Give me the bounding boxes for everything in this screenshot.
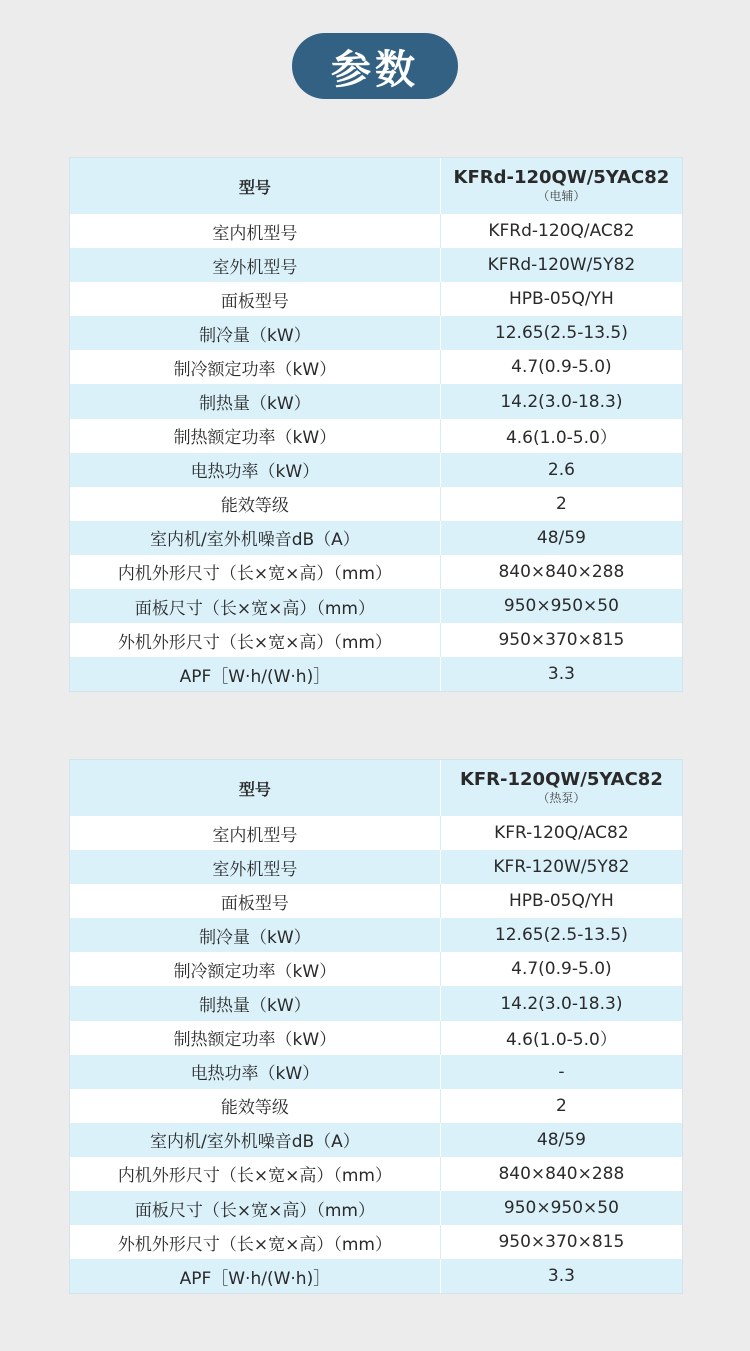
table-header-row — [70, 760, 682, 816]
row-value: 950×370×815 — [498, 1232, 625, 1253]
row-value: 4.7(0.9-5.0) — [511, 357, 612, 378]
table-body — [70, 214, 682, 691]
row-value: KFRd-120Q/AC82 — [488, 221, 635, 242]
header-model-cell — [441, 158, 682, 214]
table-row — [70, 589, 682, 623]
table-row — [70, 1089, 682, 1123]
row-value: 14.2(3.0-18.3) — [500, 993, 623, 1014]
table-row — [70, 487, 682, 521]
row-value: 4.6(1.0-5.0） — [505, 428, 617, 449]
header-model-note: （热泵） — [537, 791, 586, 806]
table-row — [70, 521, 682, 555]
table-row — [70, 384, 682, 418]
row-label: 制冷额定功率（kW） — [70, 350, 441, 384]
row-label: 制冷量（kW） — [70, 316, 441, 350]
table-row — [70, 214, 682, 248]
row-value: 950×370×815 — [498, 630, 625, 651]
row-label: 室内机/室外机噪音dB（A） — [70, 521, 441, 555]
row-value: - — [558, 1061, 565, 1082]
row-label: 制热额定功率（kW） — [70, 419, 441, 453]
row-value: 2 — [555, 493, 567, 514]
row-label: 电热功率（kW） — [70, 1055, 441, 1089]
table-row — [70, 316, 682, 350]
row-value: 48/59 — [536, 527, 586, 548]
table-row — [70, 657, 682, 691]
table-row — [70, 1225, 682, 1259]
table-row — [70, 918, 682, 952]
row-label: 能效等级 — [70, 487, 441, 521]
header-model-cell — [441, 760, 682, 816]
row-label: 外机外形尺寸（长×宽×高）（mm） — [70, 623, 441, 657]
row-value: HPB-05Q/YH — [509, 891, 614, 912]
row-label: APF［W·h/(W·h)］ — [70, 1259, 441, 1293]
row-label: 室内机/室外机噪音dB（A） — [70, 1123, 441, 1157]
table-row — [70, 1191, 682, 1225]
table-row — [70, 555, 682, 589]
row-label: 内机外形尺寸（长×宽×高）（mm） — [70, 1157, 441, 1191]
table-row — [70, 350, 682, 384]
table-body — [70, 816, 682, 1293]
row-label: 面板尺寸（长×宽×高）（mm） — [70, 1191, 441, 1225]
table-row — [70, 419, 682, 453]
header-model: KFR-120QW/5YAC82 — [459, 769, 663, 791]
row-value: 840×840×288 — [498, 1163, 625, 1184]
table-header-row — [70, 158, 682, 214]
row-label: 制热量（kW） — [70, 986, 441, 1020]
table-row — [70, 986, 682, 1020]
row-value: 12.65(2.5-13.5) — [494, 925, 628, 946]
row-value: 950×950×50 — [503, 1198, 619, 1219]
row-value: 12.65(2.5-13.5) — [494, 323, 628, 344]
row-label: 能效等级 — [70, 1089, 441, 1123]
row-value: HPB-05Q/YH — [509, 289, 614, 310]
page-title: 参数 — [292, 33, 458, 99]
row-label: 制热量（kW） — [70, 384, 441, 418]
table-row — [70, 1021, 682, 1055]
header-model: KFRd-120QW/5YAC82 — [453, 167, 670, 189]
row-value: KFR-120Q/AC82 — [494, 823, 629, 844]
table-row — [70, 623, 682, 657]
row-value: 2.6 — [547, 459, 575, 480]
table-row — [70, 1055, 682, 1089]
row-value: KFRd-120W/5Y82 — [487, 255, 636, 276]
row-label: 室外机型号 — [70, 248, 441, 282]
row-value: 14.2(3.0-18.3) — [500, 391, 623, 412]
row-value: 2 — [555, 1095, 567, 1116]
row-value: 3.3 — [547, 1266, 575, 1287]
row-label: 制热额定功率（kW） — [70, 1021, 441, 1055]
header-label: 型号 — [70, 158, 441, 214]
row-value: 4.6(1.0-5.0） — [505, 1030, 617, 1051]
table-row — [70, 248, 682, 282]
header-model-note: （电辅） — [537, 189, 586, 204]
table-row — [70, 952, 682, 986]
row-label: 制冷量（kW） — [70, 918, 441, 952]
row-value: 48/59 — [536, 1129, 586, 1150]
row-label: 室内机型号 — [70, 816, 441, 850]
row-label: 室内机型号 — [70, 214, 441, 248]
row-value: 3.3 — [547, 664, 575, 685]
row-label: 制冷额定功率（kW） — [70, 952, 441, 986]
row-label: 面板型号 — [70, 282, 441, 316]
row-value: 950×950×50 — [503, 596, 619, 617]
table-row — [70, 282, 682, 316]
row-label: APF［W·h/(W·h)］ — [70, 657, 441, 691]
row-label: 电热功率（kW） — [70, 453, 441, 487]
table-row — [70, 884, 682, 918]
table-row — [70, 816, 682, 850]
table-row — [70, 850, 682, 884]
row-label: 室外机型号 — [70, 850, 441, 884]
table-row — [70, 1259, 682, 1293]
header-label: 型号 — [70, 760, 441, 816]
table-row — [70, 453, 682, 487]
table-row — [70, 1123, 682, 1157]
row-label: 面板型号 — [70, 884, 441, 918]
spec-table-heat-pump — [69, 759, 683, 1294]
table-row — [70, 1157, 682, 1191]
row-label: 面板尺寸（长×宽×高）（mm） — [70, 589, 441, 623]
row-value: 4.7(0.9-5.0) — [511, 959, 612, 980]
spec-table-electric-aux — [69, 157, 683, 692]
row-label: 内机外形尺寸（长×宽×高）（mm） — [70, 555, 441, 589]
row-label: 外机外形尺寸（长×宽×高）（mm） — [70, 1225, 441, 1259]
row-value: 840×840×288 — [498, 561, 625, 582]
row-value: KFR-120W/5Y82 — [493, 857, 630, 878]
